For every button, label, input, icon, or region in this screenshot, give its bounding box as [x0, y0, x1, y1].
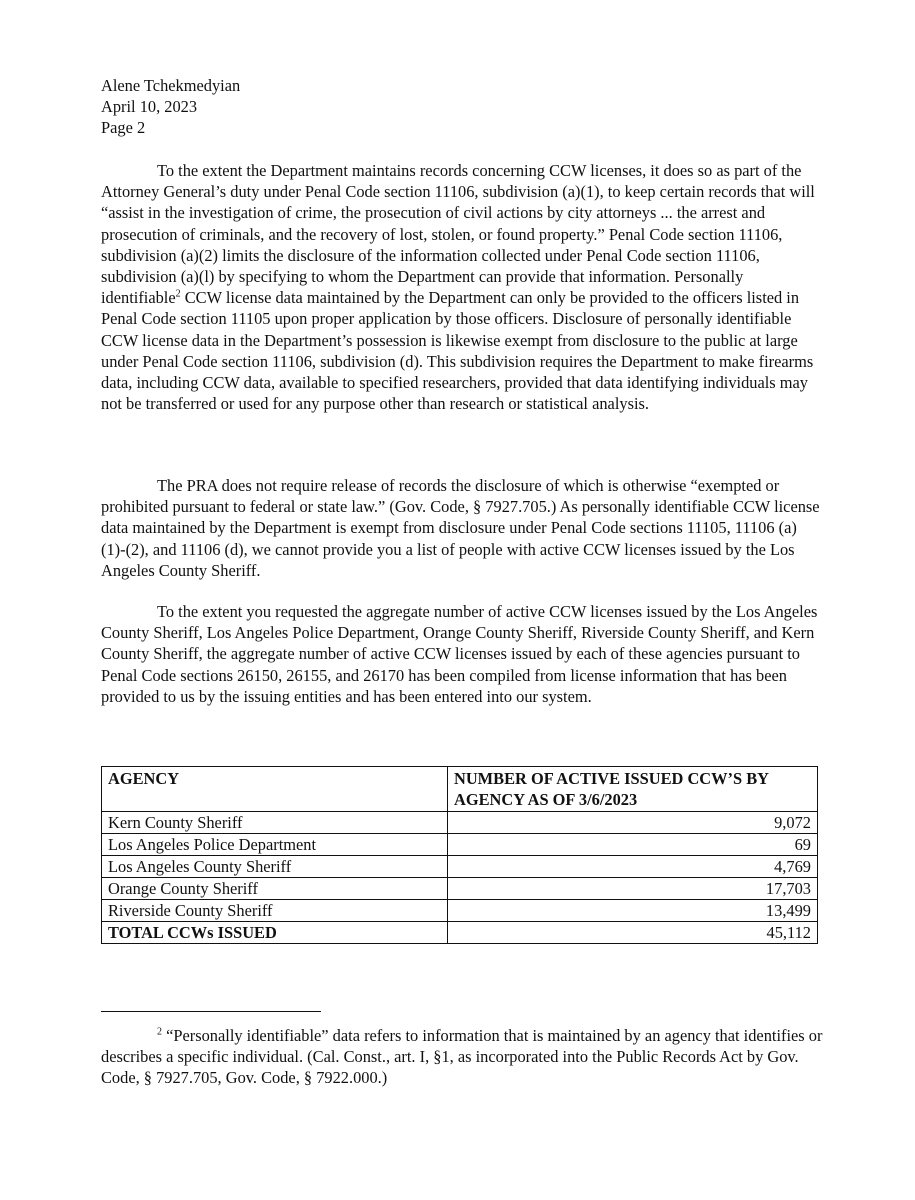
- footnote-text: “Personally identifiable” data refers to information that is maintained by an agency that identifies or describes a specific individual. (Cal. Const., art. I, §1, as incorporated into the Public Records Act by Gov. Code, § 7927.705, Gov. Code, § 7922.000.): [101, 1026, 823, 1088]
- footnote-divider: [101, 1011, 321, 1012]
- table-row: [102, 834, 818, 856]
- recipient-name: Alene Tchekmedyian: [101, 76, 241, 95]
- footnote-marker: 2: [157, 1026, 162, 1038]
- table-header-row: [102, 767, 818, 812]
- table-row: [102, 856, 818, 878]
- count-cell: 9,072: [448, 812, 818, 834]
- footnote-reference: 2: [175, 288, 181, 300]
- ccw-count-table: [101, 766, 818, 944]
- table-row: [102, 900, 818, 922]
- agency-cell: Los Angeles Police Department: [102, 834, 448, 856]
- table-total-row: [102, 922, 818, 944]
- count-cell: 13,499: [448, 900, 818, 922]
- paragraph-ccw-records-part-2: CCW license data maintained by the Department can only be provided to the officers listed in Penal Code section 11105 upon proper application by those officers. Disclosure of personally identifiable CCW license data in the Department’s possession is likewise exempt from disclosure to the public at large under Penal Code section 11106, subdivision (d). This subdivision requires the Department to make firearms data, including CCW data, available to specified researchers, provided that data identifying individuals may not be transferred or used for any purpose other than research or statistical analysis.: [101, 288, 814, 414]
- count-cell: 4,769: [448, 856, 818, 878]
- footnote: [101, 1025, 823, 1089]
- table-row: [102, 878, 818, 900]
- letter-header: [101, 75, 501, 139]
- paragraph-aggregate-request: To the extent you requested the aggregate number of active CCW licenses issued by the Los Angeles County Sheriff, Los Angeles Police Department, Orange County Sheriff, Riverside County Sheriff, and Kern County Sheriff, the aggregate number of active CCW licenses issued by each of these agencies pursuant to Penal Code sections 26150, 26155, and 26170 has been compiled from license information that has been provided to us by the issuing entities and has been entered into our system.: [101, 602, 818, 706]
- paragraph-ccw-records-part-1: To the extent the Department maintains records concerning CCW licenses, it does so as part of the Attorney General’s duty under Penal Code section 11106, subdivision (a)(1), to keep certain records that will “assist in the investigation of crime, the prosecution of civil actions by city attorneys ... the arrest and prosecution of criminals, and the recovery of lost, stolen, or found property.” Penal Code section 11106, subdivision (a)(2) limits the disclosure of the information collected under Penal Code section 11106, subdivision (a)(l) by specifying to whom the Department can provide that information. Personally identifiable: [101, 161, 815, 308]
- agency-cell: Orange County Sheriff: [102, 878, 448, 900]
- paragraph-ccw-records: [101, 160, 821, 414]
- paragraph-pra-exemption: The PRA does not require release of records the disclosure of which is otherwise “exempted or prohibited pursuant to federal or state law.” (Gov. Code, § 7927.705.) As personally identifiable CCW license data maintained by the Department is exempt from disclosure under Penal Code sections 11105, 11106 (a)(1)-(2), and 11106 (d), we cannot provide you a list of people with active CCW licenses issued by the Los Angeles County Sheriff.: [101, 476, 820, 580]
- count-cell: 69: [448, 834, 818, 856]
- agency-cell: Kern County Sheriff: [102, 812, 448, 834]
- header-agency: AGENCY: [102, 767, 448, 812]
- total-label: TOTAL CCWs ISSUED: [102, 922, 448, 944]
- agency-cell: Riverside County Sheriff: [102, 900, 448, 922]
- letter-date: April 10, 2023: [101, 97, 198, 117]
- page-number: Page 2: [101, 118, 146, 138]
- table-row: [102, 812, 818, 834]
- header-count: NUMBER OF ACTIVE ISSUED CCW’S BY AGENCY AS OF 3/6/2023: [448, 767, 818, 812]
- count-cell: 17,703: [448, 878, 818, 900]
- total-count: 45,112: [448, 922, 818, 944]
- agency-cell: Los Angeles County Sheriff: [102, 856, 448, 878]
